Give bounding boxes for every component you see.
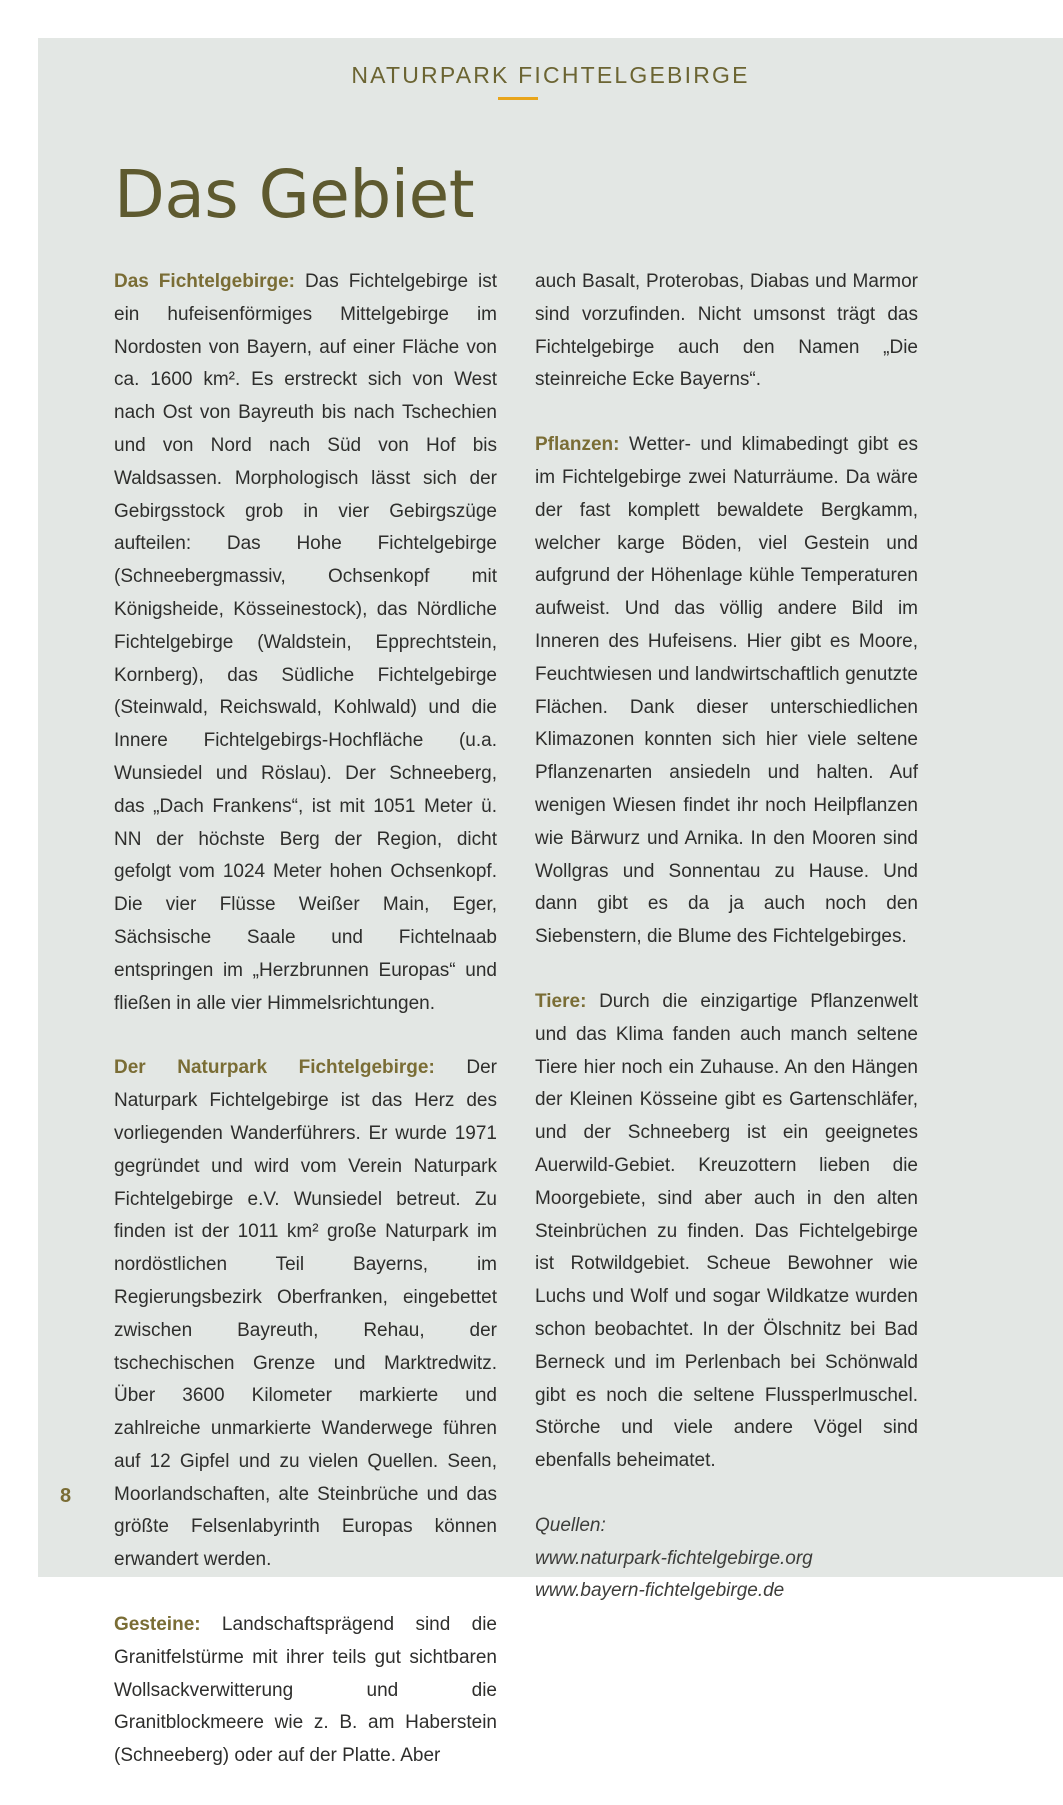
- section-lead: Tiere:: [535, 990, 587, 1012]
- sources-label: Quellen:: [535, 1514, 606, 1536]
- header-accent-rule: [498, 97, 538, 100]
- section-text: Wetter- und klimabedingt gibt es im Fichtelgebirge zwei Naturräume. Da wäre der fast komplett bewaldete Bergkamm, welcher karge Böden, viel Gestein und aufgrund der Höhenlage kühle Temperaturen aufweist. Und das völlig andere Bild im Inneren des Hufeisens. Hier gibt es Moore, Feuchtwiesen und landwirtschaftlich genutzte Flächen. Dank dieser unterschiedlichen Klimazonen konnten sich hier viele seltene Pflanzenarten ansiedeln und halten. Auf wenigen Wiesen findet ihr noch Heilpflanzen wie Bärwurz und Arnika. In den Mooren sind Wollgras und Sonnentau zu Hause. Und dann gibt es da ja auch noch den Siebenstern, die Blume des Fichtelgebirges.: [535, 434, 918, 948]
- source-link[interactable]: www.bayern-fichtelgebirge.de: [535, 1580, 785, 1602]
- section-text: Der Naturpark Fichtelgebirge ist das Herz des vorliegenden Wanderführers. Er wurde 1971 gegründet und wird vom Verein Naturpark Fichtelgebirge e.V. Wunsiedel betreut. Zu finden ist der 1011 km² große Naturpark im nordöstlichen Teil Bayerns, im Regierungsbezirk Oberfranken, eingebettet zwischen Bayreuth, Rehau, der tschechischen Grenze und Marktredwitz. Über 3600 Kilometer markierte und zahlreiche unmarkierte Wanderwege führen auf 12 Gipfel und zu vielen Quellen. Seen, Moorlandschaften, alte Steinbrüche und das größte Felsenlabyrinth Europas können erwandert werden.: [114, 1057, 497, 1571]
- section-text: Landschaftsprägend sind die Granitfelstürme mit ihrer teils gut sichtbaren Wollsackverwitterung und die Granitblockmeere wie z. B. am Haberstein (Schneeberg) oder auf der Platte. Aber: [114, 1614, 497, 1767]
- section-gesteine-continued: [535, 266, 918, 397]
- sources: [535, 1510, 918, 1608]
- page: [38, 38, 1063, 1767]
- section-lead: Pflanzen:: [535, 434, 620, 456]
- section-naturpark: [114, 1052, 497, 1577]
- section-lead: Das Fichtelgebirge:: [114, 271, 295, 292]
- running-header: NATURPARK FICHTELGEBIRGE: [351, 62, 750, 88]
- page-title: Das Gebiet: [114, 156, 475, 233]
- section-lead: Gesteine:: [114, 1614, 201, 1636]
- source-link[interactable]: www.naturpark-fichtelgebirge.org: [535, 1547, 813, 1569]
- section-tiere: [535, 986, 918, 1478]
- section-lead: Der Naturpark Fichtelgebirge:: [114, 1057, 435, 1079]
- section-text: auch Basalt, Proterobas, Diabas und Marmor sind vorzufinden. Nicht umsonst trägt das Fichtelgebirge auch den Namen „Die steinreiche Ecke Bayerns“.: [535, 271, 918, 391]
- page-number: 8: [60, 1485, 72, 1507]
- section-pflanzen: [535, 429, 918, 954]
- section-fichtelgebirge: [114, 266, 497, 1020]
- left-column: [114, 266, 497, 1805]
- section-text: Durch die einzigartige Pflanzenwelt und das Klima fanden auch manch seltene Tiere hier noch ein Zuhause. An den Hängen der Kleinen Kösseine gibt es Gartenschläfer, und der Schneeberg ist ein geeignetes Auerwild-Gebiet. Kreuzottern lieben die Moorgebiete, sind aber auch in den alten Steinbrüchen zu finden. Das Fichtelgebirge ist Rotwildgebiet. Scheue Bewohner wie Luchs und Wolf und sogar Wildkatze wurden schon beobachtet. In der Ölschnitz bei Bad Berneck und im Perlenbach bei Schönwald gibt es noch die seltene Flussperlmuschel. Störche und viele andere Vögel sind ebenfalls beheimatet.: [535, 990, 918, 1472]
- section-gesteine: [114, 1609, 497, 1773]
- section-text: Das Fichtelgebirge ist ein hufeisenförmiges Mittelgebirge im Nordosten von Bayern, auf einer Fläche von ca. 1600 km². Es erstreckt sich von West nach Ost von Bayreuth bis nach Tschechien und von Nord nach Süd von Hof bis Waldsassen. Morphologisch lässt sich der Gebirgsstock grob in vier Gebirgszüge aufteilen: Das Hohe Fichtelgebirge (Schneebergmassiv, Ochsenkopf mit Königsheide, Kösseinestock), das Nördliche Fichtelgebirge (Waldstein, Epprechtstein, Kornberg), das Südliche Fichtelgebirge (Steinwald, Reichswald, Kohlwald) und die Innere Fichtelgebirgs-Hochfläche (u.a. Wunsiedel und Röslau). Der Schneeberg, das „Dach Frankens“, ist mit 1051 Meter ü. NN der höchste Berg der Region, dicht gefolgt vom 1024 Meter hohen Ochsenkopf. Die vier Flüsse Weißer Main, Eger, Sächsische Saale und Fichtelnaab entspringen im „Herzbrunnen Europas“ und fließen in alle vier Himmelsrichtungen.: [114, 271, 497, 1014]
- right-column: [535, 266, 918, 1608]
